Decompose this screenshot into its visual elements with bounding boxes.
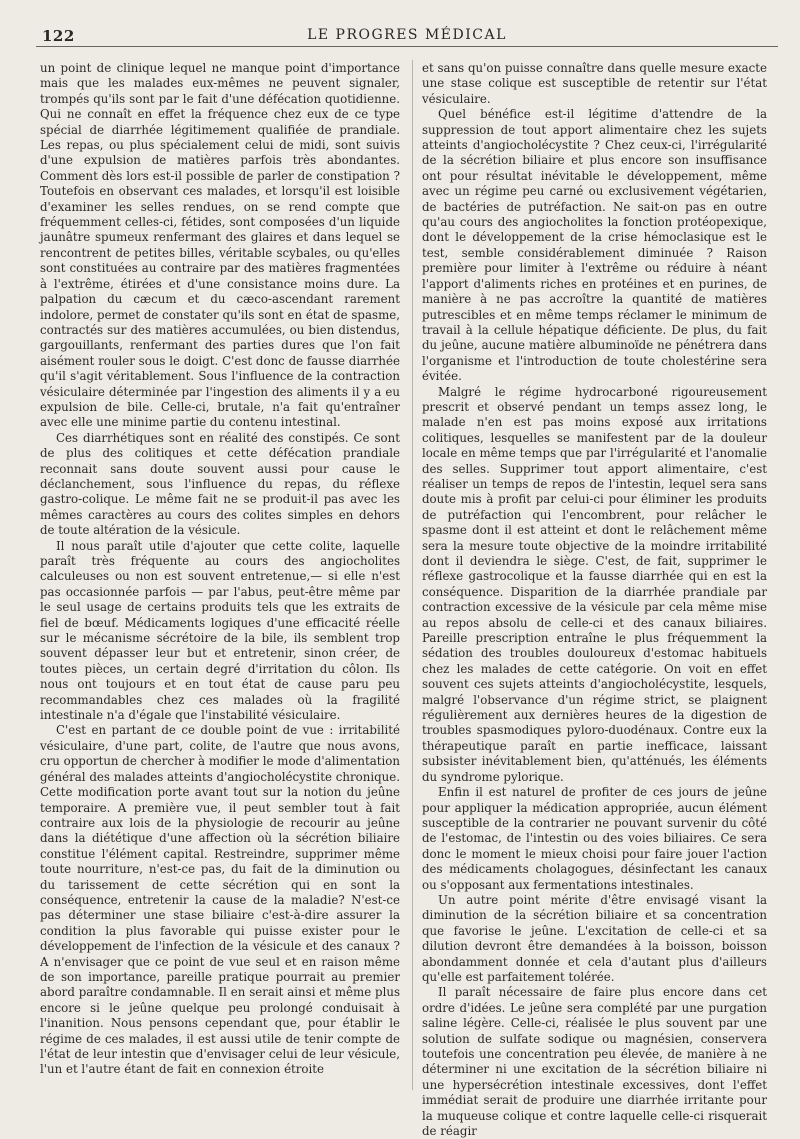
paragraph: Quel bénéfice est-il légitime d'attendre de la suppression de tout apport alimentaire chez les sujets atteints d'angiocholécystite ? Chez ceux-ci, l'irrégularité de la sécrétion biliaire et plus encore son insuffisance ont pour résultat inévitable le développement, même avec un régime peu carné ou exclusivement végétarien, de bactéries de putréfaction. Ne sait-on pas en outre qu'au cours des angiocholites la fonction protéopexique, dont le développement de la crise hémoclasique est le test, semble considérablement diminuée ? Raison première pour limiter à l'extrême ou réduire à néant l'apport d'aliments riches en protéines et en purines, de manière à ne pas accroître la quantité de matières putrescibles et en même temps réclamer le minimum de travail à la cellule hépatique déficiente. De plus, du fait du jeûne, aucune matière albuminoïde ne pénétrera dans l'organisme et l'introduction de toute cholestérine sera évitée.: [422, 107, 767, 384]
paragraph: Il nous paraît utile d'ajouter que cette colite, laquelle paraît très fréquente au cours des angiocholites calculeuses ou non est souvent entretenue,— si elle n'est pas occasionnée parfois — par l'abus, peut-être même par le seul usage de certains produits tels que les extraits de fiel de bœuf. Médicaments logiques d'une efficacité réelle sur le mécanisme sécrétoire de la bile, ils semblent trop souvent dépasser leur but et entretenir, sinon créer, de toutes pièces, un certain degré d'irritation du côlon. Ils nous ont toujours et en tout état de cause paru peu recommandables chez ces malades où la fragilité intestinale n'a d'égale que l'instabilité vésiculaire.: [40, 538, 400, 723]
paragraph: Il paraît nécessaire de faire plus encore dans cet ordre d'idées. Le jeûne sera complété par une purgation saline légère. Celle-ci, réalisée le plus souvent par une solution de sulfate sodique ou magnésien, conservera toutefois une concentration peu élevée, de manière à ne déterminer ni une excitation de la sécrétion biliaire ni une hypersécrétion intestinale excessives, dont l'effet immédiat serait de produire une diarrhée irritante pour la muqueuse colique et contre laquelle celle-ci risquerait de réagir: [422, 985, 767, 1139]
paragraph: Ces diarrhétiques sont en réalité des constipés. Ce sont de plus des colitiques et cette défécation prandiale reconnait sans doute souvent aussi pour cause le déclanchement, sous l'influence du repas, du réflexe gastro-colique. Le même fait ne se produit-il pas avec les mêmes caractères au cours des colites simples en dehors de toute altération de la vésicule.: [40, 430, 400, 538]
page-number: 122: [42, 27, 75, 45]
page-header: [36, 24, 778, 47]
paragraph: Un autre point mérite d'être envisagé visant la diminution de la sécrétion biliaire et sa concentration que favorise le jeûne. L'excitation de celle-ci et sa dilution devront être demandées à la boisson, boisson abondamment donnée et cela d'autant plus d'ailleurs qu'elle est parfaitement tolérée.: [422, 892, 767, 984]
column-divider: [412, 60, 413, 1090]
left-column: [40, 61, 400, 1078]
journal-title: LE PROGRES MÉDICAL: [307, 27, 507, 43]
paragraph: un point de clinique lequel ne manque point d'importance mais que les malades eux-mêmes ne peuvent signaler, trompés qu'ils sont par le fait d'une défécation quotidienne. Qui ne connaît en effet la fréquence chez eux de ce type spécial de diarrhée légitimement qualifiée de prandiale. Les repas, ou plus spécialement celui de midi, sont suivis d'une expulsion de matières parfois très abondantes. Comment dès lors est-il possible de parler de constipation ? Toutefois en observant ces malades, et lorsqu'il est loisible d'examiner les selles rendues, on se rend compte que fréquemment celles-ci, fétides, sont composées d'un liquide jaunâtre spumeux renfermant des glaires et dans lequel se rencontrent de petites billes, véritable scybales, ou qu'elles sont constituées au contraire par des matières fragmentées à l'extrême, étirées et d'une consistance moins dure. La palpation du cæcum et du cæco-ascendant rarement indolore, permet de constater qu'ils sont en état de spasme, contractés sur des matières accumulées, ou bien distendus, gargouillants, renfermant des parties dures que l'on fait aisément rouler sous le doigt. C'est donc de fausse diarrhée qu'il s'agit véritablement. Sous l'influence de la contraction vésiculaire déterminée par l'ingestion des aliments il y a eu expulsion de bile. Celle-ci, brutale, n'a fait qu'entraîner avec elle une minime partie du contenu intestinal.: [40, 61, 400, 430]
paragraph: C'est en partant de ce double point de vue : irritabilité vésiculaire, d'une part, colite, de l'autre que nous avons, cru opportun de chercher à modifier le mode d'alimentation général des malades atteints d'angiocholécystite chronique. Cette modification porte avant tout sur la notion du jeûne temporaire. A première vue, il peut sembler tout à fait contraire aux lois de la physiologie de recourir au jeûne dans la diététique d'une affection où la sécrétion biliaire constitue l'élément capital. Restreindre, supprimer même toute nourriture, n'est-ce pas, du fait de la diminution ou du tarissement de cette sécrétion qui en sont la conséquence, entretenir la cause de la maladie? N'est-ce pas déterminer une stase biliaire c'est-à-dire assurer la condition la plus favorable qui puisse exister pour le développement de l'infection de la vésicule et des canaux ? A n'envisager que ce point de vue seul et en raison même de son importance, pareille pratique pourrait au premier abord paraître condamnable. Il en serait ainsi et même plus encore si le jeûne quelque peu prolongé conduisait à l'inanition. Nous pensons cependant que, pour établir le régime de ces malades, il est aussi utile de tenir compte de l'état de leur intestin que d'envisager celui de leur vésicule, l'un et l'autre étant de fait en connexion étroite: [40, 723, 400, 1077]
paragraph: Malgré le régime hydrocarboné rigoureusement prescrit et observé pendant un temps assez long, le malade n'en est pas moins exposé aux irritations colitiques, lesquelles se manifestent par de la douleur locale en même temps que par l'irrégularité et l'anomalie des selles. Supprimer tout apport alimentaire, c'est réaliser un temps de repos de l'intestin, lequel sera sans doute mis à profit par celui-ci pour éliminer les produits de putréfaction qui l'encombrent, pour relâcher le spasme dont il est atteint et dont le relâchement même sera la mesure toute objective de la moindre irritabilité dont il deviendra le siège. C'est, de fait, supprimer le réflexe gastrocolique et la fausse diarrhée qui en est la conséquence. Disparition de la diarrhée prandiale par contraction excessive de la vésicule par cela même mise au repos absolu de celle-ci et des canaux biliaires. Pareille prescription entraîne le plus fréquemment la sédation des troubles douloureux d'estomac habituels chez les malades de cette catégorie. On voit en effet souvent ces sujets atteints d'angiocholécystite, lesquels, malgré l'observance d'un régime strict, se plaignent régulièrement aux dernières heures de la digestion de troubles spasmodiques pyloro-duodénaux. Contre eux la thérapeutique paraît en partie inefficace, laissant subsister inévitablement bien, qu'atténués, les éléments du syndrome pylorique.: [422, 384, 767, 784]
paragraph: Enfin il est naturel de profiter de ces jours de jeûne pour appliquer la médication appropriée, aucun élément susceptible de la contrarier ne pouvant survenir du côté de l'estomac, de l'intestin ou des voies biliaires. Ce sera donc le moment le mieux choisi pour faire jouer l'action des médicaments cholagogues, désinfectant les canaux ou s'opposant aux fermentations intestinales.: [422, 785, 767, 892]
right-column: [422, 61, 767, 1139]
paragraph: et sans qu'on puisse connaître dans quelle mesure exacte une stase colique est susceptible de retentir sur l'état vésiculaire.: [422, 61, 767, 106]
